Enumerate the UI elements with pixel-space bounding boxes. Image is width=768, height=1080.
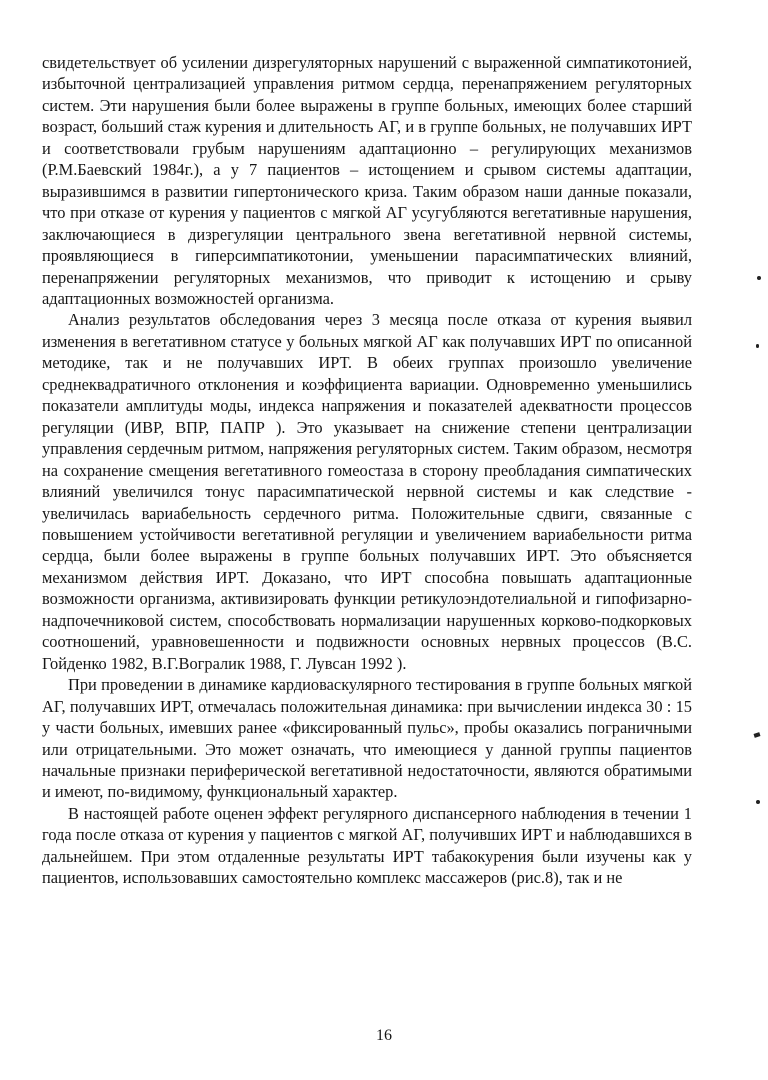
scan-speck [754, 732, 761, 738]
paragraph-1: свидетельствует об усилении дизрегуляторных нарушений с выраженной симпатикотонией, избыточной централизацией управления ритмом сердца, перенапряжением регуляторных систем. Эти нарушения были более выражены в группе больных, имеющих более старший возраст, больший стаж курения и длительность АГ, и в группе больных, не получавших ИРТ и соответствовали грубым нарушениям адаптационно – регулирующих механизмов (Р.М.Баевский 1984г.), а у 7 пациентов – истощением и срывом системы адаптации, выразившимся в развитии гипертонического криза. Таким образом наши данные показали, что при отказе от курения у пациентов с мягкой АГ усугубляются вегетативные нарушения, заключающиеся в дизрегуляции центрального звена вегетативной нервной системы, проявляющиеся в гиперсимпатикотонии, уменьшении парасимпатических влияний, перенапряжении регуляторных механизмов, что приводит к истощению и срыву адаптационных возможностей организма. [42, 53, 692, 308]
scan-speck [756, 344, 759, 348]
body-text [42, 52, 692, 889]
scan-speck [756, 800, 760, 804]
scan-speck [757, 276, 761, 280]
page-number: 16 [376, 1027, 392, 1044]
paragraph-4: В настоящей работе оценен эффект регулярного диспансерного наблюдения в течении 1 года после отказа от курения у пациентов с мягкой АГ, получивших ИРТ и наблюдавшихся в дальнейшем. При этом отдаленные результаты ИРТ табакокурения были изучены как у пациентов, использовавших самостоятельно комплекс массажеров (рис.8), так и не [42, 803, 692, 888]
paragraph-3: При проведении в динамике кардиоваскулярного тестирования в группе больных мягкой АГ, получавших ИРТ, отмечалась положительная динамика: при вычислении индекса 30 : 15 у части больных, имевших ранее «фиксированный пульс», пробы оказались пограничными или отрицательными. Это может означать, что имеющиеся у данной группы пациентов начальные признаки периферической вегетативной недостаточности, являются обратимыми и имеют, по-видимому, функциональный характер. [42, 675, 692, 802]
paragraph-2: Анализ результатов обследования через 3 месяца после отказа от курения выявил изменения в вегетативном статусе у больных мягкой АГ как получавших ИРТ по описанной методике, так и не получавших ИРТ. В обеих группах произошло увеличение среднеквадратичного отклонения и коэффициента вариации. Одновременно уменьшились показатели амплитуды моды, индекса напряжения и показателей адекватности процессов регуляции (ИВР, ВПР, ПАПР ). Это указывает на снижение степени централизации управления сердечным ритмом, напряжения регуляторных систем. Таким образом, несмотря на сохранение смещения вегетативного гомеостаза в сторону преобладания симпатических влияний увеличился тонус парасимпатической нервной системы и как следствие - увеличилась вариабельность сердечного ритма. Положительные сдвиги, связанные с повышением устойчивости вегетативной регуляции и увеличением вариабельности ритма сердца, были более выражены в группе больных получавших ИРТ. Это объясняется механизмом действия ИРТ. Доказано, что ИРТ способна повышать адаптационные возможности организма, активизировать функции ретикулоэндотелиальной и гипофизарно-надпочечниковой систем, способствовать нормализации нарушенных корково-подкорковых соотношений, уравновешенности и подвижности основных нервных процессов (В.С. Гойденко 1982, В.Г.Вогралик 1988, Г. Лувсан 1992 ). [42, 310, 692, 673]
